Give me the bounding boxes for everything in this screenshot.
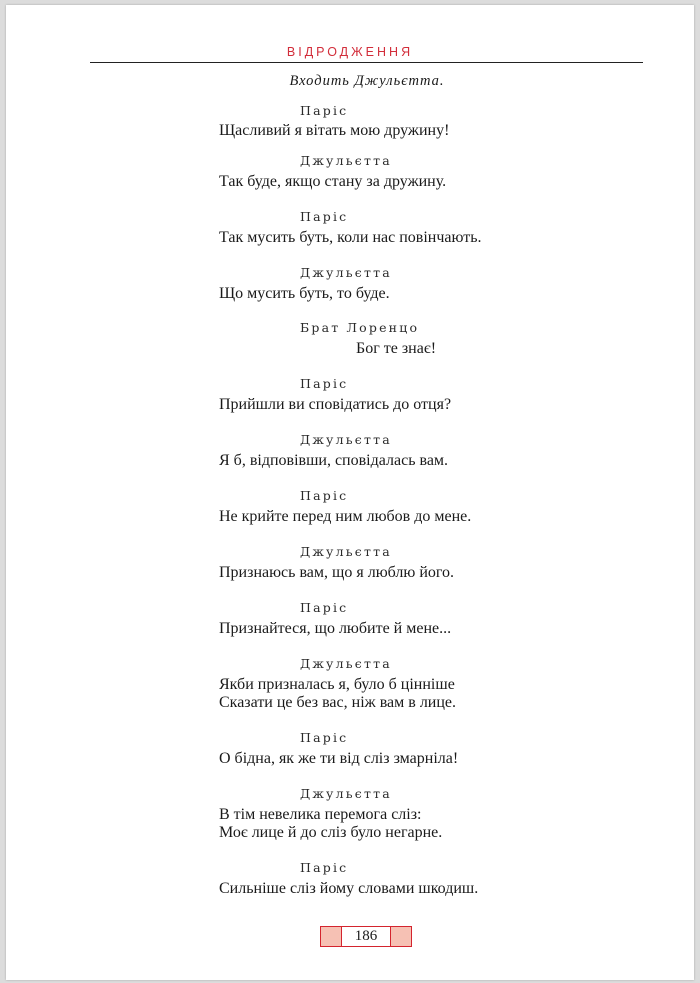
- page-number: 186: [342, 926, 390, 947]
- dialogue-line: Так мусить буть, коли нас повінчають.: [219, 229, 482, 246]
- dialogue-line: Признайтеся, що любите й мене...: [219, 620, 452, 637]
- speaker-name: Паріс: [300, 600, 349, 615]
- speaker-name: Паріс: [300, 103, 349, 118]
- speaker-name: Джульєтта: [300, 544, 392, 559]
- dialogue-line: Сильніше сліз йому словами шкодиш.: [219, 880, 479, 897]
- page-number-footer: [320, 926, 412, 947]
- speaker-name: Паріс: [300, 488, 349, 503]
- speaker-name: Джульєтта: [300, 656, 392, 671]
- dialogue-line: Я б, відповівши, сповідалась вам.: [219, 452, 449, 469]
- speaker-name: Паріс: [300, 860, 349, 875]
- speaker-name: Джульєтта: [300, 786, 392, 801]
- dialogue-line: Признаюсь вам, що я люблю його.: [219, 564, 455, 581]
- speaker-name: Паріс: [300, 730, 349, 745]
- dialogue-line: Щасливий я вітать мою дружину!: [219, 122, 450, 139]
- running-header: ВІДРОДЖЕННЯ: [286, 45, 414, 59]
- dialogue-line: Сказати це без вас, ніж вам в лице.: [219, 694, 457, 711]
- dialogue-line: Прийшли ви сповідатись до отця?: [219, 396, 452, 413]
- page-number-ornament-left: [320, 926, 342, 947]
- header-divider: [90, 62, 643, 63]
- dialogue-line: Не крийте перед ним любов до мене.: [219, 508, 472, 525]
- dialogue-line: Якби призналась я, було б цінніше: [219, 676, 455, 693]
- speaker-name: Джульєтта: [300, 265, 392, 280]
- dialogue-line: Бог те знає!: [356, 340, 437, 357]
- stage-direction: Входить Джульєтта.: [289, 73, 445, 89]
- book-page: [6, 5, 694, 980]
- dialogue-line: В тім невелика перемога сліз:: [219, 806, 422, 823]
- speaker-name: Паріс: [300, 376, 349, 391]
- dialogue-line: О бідна, як же ти від сліз змарніла!: [219, 750, 459, 767]
- speaker-name: Джульєтта: [300, 153, 392, 168]
- speaker-name: Брат Лоренцо: [300, 320, 420, 335]
- speaker-name: Джульєтта: [300, 432, 392, 447]
- dialogue-line: Що мусить буть, то буде.: [219, 285, 390, 302]
- speaker-name: Паріс: [300, 209, 349, 224]
- dialogue-line: Моє лице й до сліз було негарне.: [219, 824, 443, 841]
- dialogue-line: Так буде, якщо стану за дружину.: [219, 173, 447, 190]
- page-number-ornament-right: [390, 926, 412, 947]
